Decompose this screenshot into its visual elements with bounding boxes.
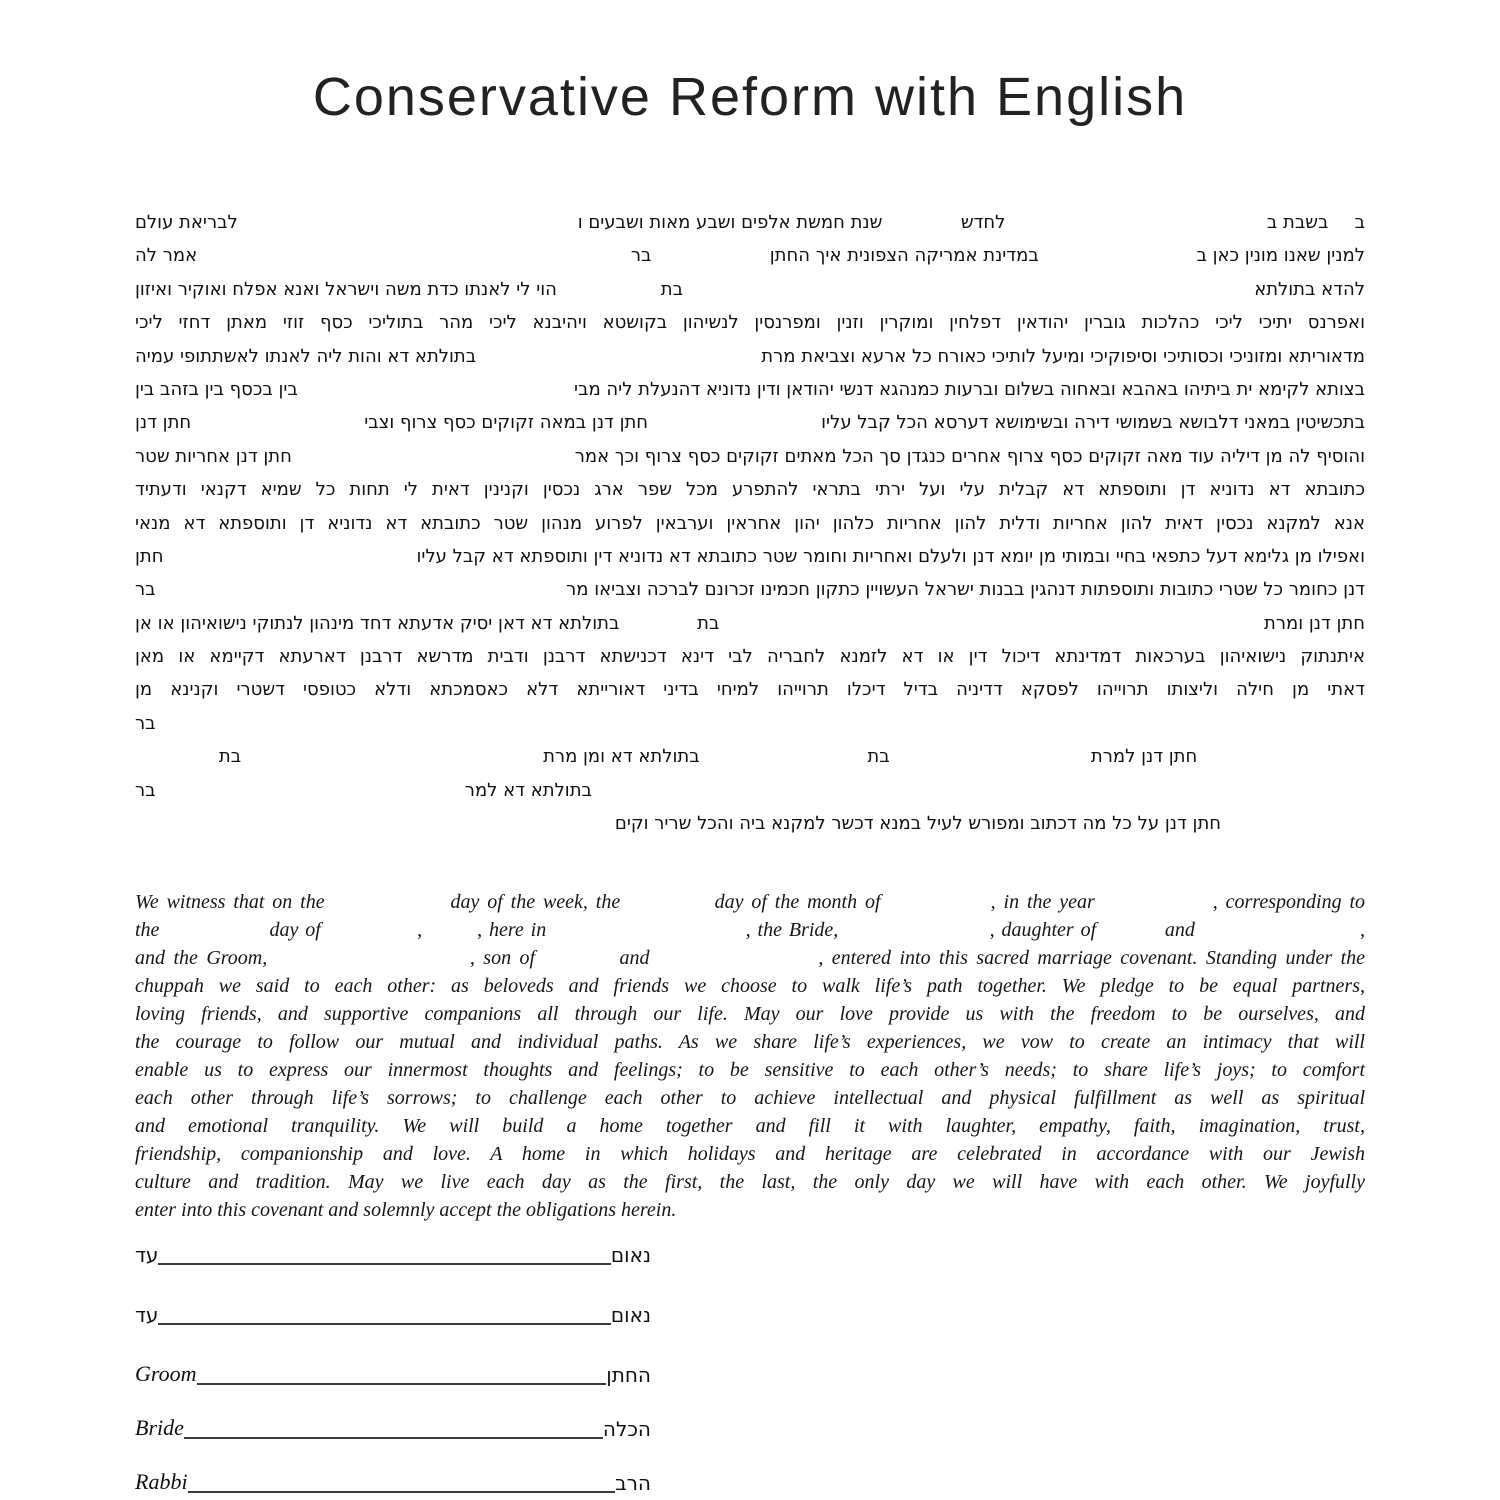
hebrew-text-segment: ב xyxy=(1354,212,1365,233)
hebrew-text-segment: לחדש xyxy=(960,212,1006,233)
blank-field xyxy=(651,260,769,261)
blank-field xyxy=(557,294,661,295)
hebrew-text-segment: במדינת אמריקה הצפונית איך החתן xyxy=(769,245,1039,267)
witness2-hebrew-label: נאום xyxy=(610,1303,651,1327)
witness1-hebrew-label: נאום xyxy=(610,1243,651,1267)
english-line: friendship, companionship and love. A home in which holidays and heritage are celebrated in accordance with our Jewish xyxy=(135,1143,1365,1165)
hebrew-text-segment: בתולתא דא למר xyxy=(464,779,592,801)
hebrew-text-segment: בתכשיטין במאני דלבושא בשמושי דירה ובשימושא דערסא הכל קבל עליו xyxy=(821,412,1365,434)
blank-field xyxy=(135,828,615,829)
witness1-ed-label: עד xyxy=(135,1243,159,1267)
rabbi-hebrew-label: הרב xyxy=(615,1471,651,1495)
hebrew-text-segment: בר xyxy=(135,712,156,734)
hebrew-line-16 xyxy=(135,707,1365,740)
hebrew-line-1 xyxy=(135,206,1365,239)
hebrew-text-segment: הוי לי לאנתו כדת משה וישראל ואנא אפלח ואוקיר ואיזון xyxy=(135,278,557,300)
signature-section xyxy=(135,1233,651,1500)
blank-field xyxy=(156,728,1365,729)
hebrew-line-10: אנא למקנא נכסין דאית להון אחריות ודלית להון אחריות כלהון יהון אחראין וערבאין לפרוע מנהון שטר כתובתא דא נדוניא דן ותוספתא דא מנאי xyxy=(135,512,1365,534)
bride-signature-line xyxy=(184,1417,603,1439)
witness2-ed-label: עד xyxy=(135,1303,159,1327)
hebrew-line-3 xyxy=(135,273,1365,306)
groom-signature-line xyxy=(197,1363,607,1385)
bride-hebrew-label: הכלה xyxy=(602,1417,651,1441)
witness2-signature-row xyxy=(135,1293,651,1327)
hebrew-text-segment: לבריאת עולם xyxy=(134,212,238,233)
blank-field xyxy=(197,260,631,261)
blank-field xyxy=(1039,260,1197,261)
english-line: loving friends, and supportive companions all through our life. May our love provide us with the freedom to be ourselves, and xyxy=(135,1003,1365,1025)
hebrew-text-segment: חתן דנן ומרת xyxy=(1264,612,1365,634)
hebrew-line-9: כתובתא דא נדוניא דן ותוספתא דא קבלית עלי ועל ירתי בתראי להתפרע מכל שפר ארג נכסין וקנינין דאית לי תחות כל שמיא דקנאי ודעתיד xyxy=(135,479,1365,501)
hebrew-contract-text xyxy=(135,206,1365,840)
hebrew-line-14: איתנתוק נישואיהון בערכאות דמדינתא דיכול דין או דא לזמנא לחבריה לבי דינא דכנישתא דרבנן ודבית מדרשא דרבנן דארעתא דקיימא או מאן xyxy=(135,646,1365,668)
hebrew-text-segment: בתולתא דא ומן מרת xyxy=(543,746,700,768)
hebrew-text-segment: בר xyxy=(135,779,156,801)
hebrew-line-19 xyxy=(135,807,1365,840)
hebrew-line-15: דאתי מן חילה וליצותו תרוייהו לפסקא דדיניה בדיל דיכלו תרוייהו למיחי בדיני דאורייתא דלא כאסמכתא ודלא כטופסי דשטרי וקנינא מן xyxy=(135,679,1365,701)
blank-field xyxy=(1221,828,1365,829)
english-line: enter into this covenant and solemnly accept the obligations herein. xyxy=(135,1199,677,1221)
blank-field xyxy=(683,294,1254,295)
hebrew-line-5 xyxy=(135,340,1365,373)
document-title: Conservative Reform with English xyxy=(312,67,1188,127)
hebrew-line-11 xyxy=(135,540,1365,573)
english-line: and the Groom, , son of and , entered into this sacred marriage covenant. Standing under the xyxy=(135,947,1365,969)
english-line: and emotional tranquility. We will build a home together and fill it with laughter, empathy, faith, imagination, trust, xyxy=(135,1115,1365,1137)
english-line: each other through life’s sorrows; to challenge each other to achieve intellectual and physical fulfillment as well as spiritual xyxy=(135,1087,1365,1109)
hebrew-text-segment: חתן דנן במאה זקוקים כסף צרוף וצבי xyxy=(364,412,649,434)
hebrew-text-segment: בשבת ב xyxy=(1266,212,1329,233)
hebrew-text-segment: חתן דנן על כל מה דכתוב ומפורש לעיל במנא דכשר למקנא ביה והכל שריר וקים xyxy=(614,813,1222,835)
blank-field xyxy=(241,761,543,762)
blank-field xyxy=(890,761,1091,762)
hebrew-text-segment: ואפילו מן גלימא דעל כתפאי בחיי ובמותי מן יומא דנן ולעלם ואחריות וחומר שטר כתובתא דא נדוניא דין ותוספתא דא קבל עליו xyxy=(416,545,1365,567)
english-line: enable us to express our innermost thoughts and feelings; to be sensitive to each other’s needs; to share life’s joys; to comfort xyxy=(135,1059,1365,1081)
hebrew-line-12 xyxy=(135,573,1365,606)
hebrew-text-segment: חתן דנן למרת xyxy=(1090,746,1198,768)
hebrew-line-13 xyxy=(135,607,1365,640)
english-line: chuppah we said to each other: as beloveds and friends we choose to walk life’s path together. We pledge to be equal partners, xyxy=(135,975,1365,997)
hebrew-text-segment: בתולתא דא דאן יסיק אדעתא דחד מינהון לנתוקי נישואיהון או אן xyxy=(135,612,620,634)
blank-field xyxy=(619,628,697,629)
hebrew-text-segment: בת xyxy=(218,746,242,768)
groom-signature-row xyxy=(135,1353,651,1387)
hebrew-text-segment: למנין שאנו מונין כאן ב xyxy=(1196,245,1365,267)
hebrew-text-segment: בר xyxy=(135,579,156,601)
bride-signature-row xyxy=(135,1407,651,1441)
hebrew-line-8 xyxy=(135,440,1365,473)
hebrew-text-segment: חתן xyxy=(135,545,164,567)
hebrew-text-segment: בר xyxy=(630,245,652,267)
blank-field xyxy=(700,761,868,762)
english-covenant-text xyxy=(135,888,1365,1224)
witness1-signature-row xyxy=(135,1233,651,1267)
groom-english-label: Groom xyxy=(135,1361,197,1386)
blank-field xyxy=(592,795,1365,796)
hebrew-line-18 xyxy=(135,774,1365,807)
hebrew-text-segment: והוסיף לה מן דיליה עוד מאה זקוקים כסף צרוף אחרים כנגדן סך הכל מאתים זקוקים כסף צרוף וכך אמר xyxy=(574,445,1365,467)
rabbi-signature-line xyxy=(188,1471,616,1493)
blank-field xyxy=(1197,761,1365,762)
hebrew-text-segment: חתן דנן אחריות שטר xyxy=(135,445,292,467)
hebrew-text-segment: בת xyxy=(697,612,720,634)
hebrew-text-segment: בת xyxy=(867,746,890,768)
hebrew-line-2 xyxy=(135,239,1365,272)
blank-field xyxy=(1005,227,1266,228)
hebrew-line-7 xyxy=(135,406,1365,439)
english-line: the day of , , here in , the Bride, , daughter of and , xyxy=(135,919,1365,941)
hebrew-text-segment: בתולתא דא והות ליה לאנתו לאשתתופי עמיה xyxy=(135,345,477,367)
hebrew-text-segment: בת xyxy=(660,278,683,300)
hebrew-text-segment: שנת חמשת אלפים ושבע מאות ושבעים ו xyxy=(577,212,883,233)
rabbi-english-label: Rabbi xyxy=(135,1469,188,1494)
witness2-signature-line xyxy=(158,1303,610,1325)
blank-field xyxy=(135,761,219,762)
blank-field xyxy=(156,795,465,796)
hebrew-text-segment: חתן דנן xyxy=(135,412,192,434)
hebrew-text-segment: אמר לה xyxy=(135,245,198,267)
hebrew-line-6 xyxy=(135,373,1365,406)
bride-english-label: Bride xyxy=(135,1415,184,1440)
english-line: culture and tradition. May we live each day as the first, the last, the only day we will have with each other. We joyfully xyxy=(135,1171,1365,1193)
hebrew-text-segment: בצותא לקימא ית ביתיהו באהבא ובאחוה בשלום וברעות כמנהגא דנשי יהודאן ודין נדוניא דהנעלת ליה מבי xyxy=(574,378,1365,400)
rabbi-signature-row xyxy=(135,1461,651,1495)
blank-field xyxy=(719,628,1264,629)
english-line: We witness that on the day of the week, the day of the month of , in the year , corresponding to xyxy=(135,891,1365,913)
witness1-signature-line xyxy=(158,1243,610,1265)
hebrew-text-segment: להדא בתולתא xyxy=(1254,278,1365,300)
hebrew-text-segment: דנן כחומר כל שטרי כתובות ותוספתות דנהגין בבנות ישראל העשויין כתקון חכמינו זכרונם לברכה וצביאו מר xyxy=(566,579,1365,601)
hebrew-line-17 xyxy=(135,740,1365,773)
english-line: the courage to follow our mutual and individual paths. As we share life’s experiences, we vow to create an intimacy that will xyxy=(135,1031,1365,1053)
hebrew-line-4: ואפרנס יתיכי ליכי כהלכות גוברין יהודאין דפלחין ומוקרין וזנין ומפרנסין לנשיהון בקושטא ויהיבנא ליכי מהר בתוליכי כסף זוזי מאתן דחזי ליכי xyxy=(135,312,1365,334)
blank-field xyxy=(1328,227,1354,228)
groom-hebrew-label: החתן xyxy=(606,1363,651,1387)
blank-field xyxy=(238,227,578,228)
blank-field xyxy=(882,227,960,228)
hebrew-text-segment: מדאוריתא ומזוניכי וכסותיכי וסיפוקיכי ומיעל לותיכי כאורח כל ארעא וצביאת מרת xyxy=(761,345,1365,367)
hebrew-text-segment: בין בכסף בין בזהב בין xyxy=(135,378,298,400)
